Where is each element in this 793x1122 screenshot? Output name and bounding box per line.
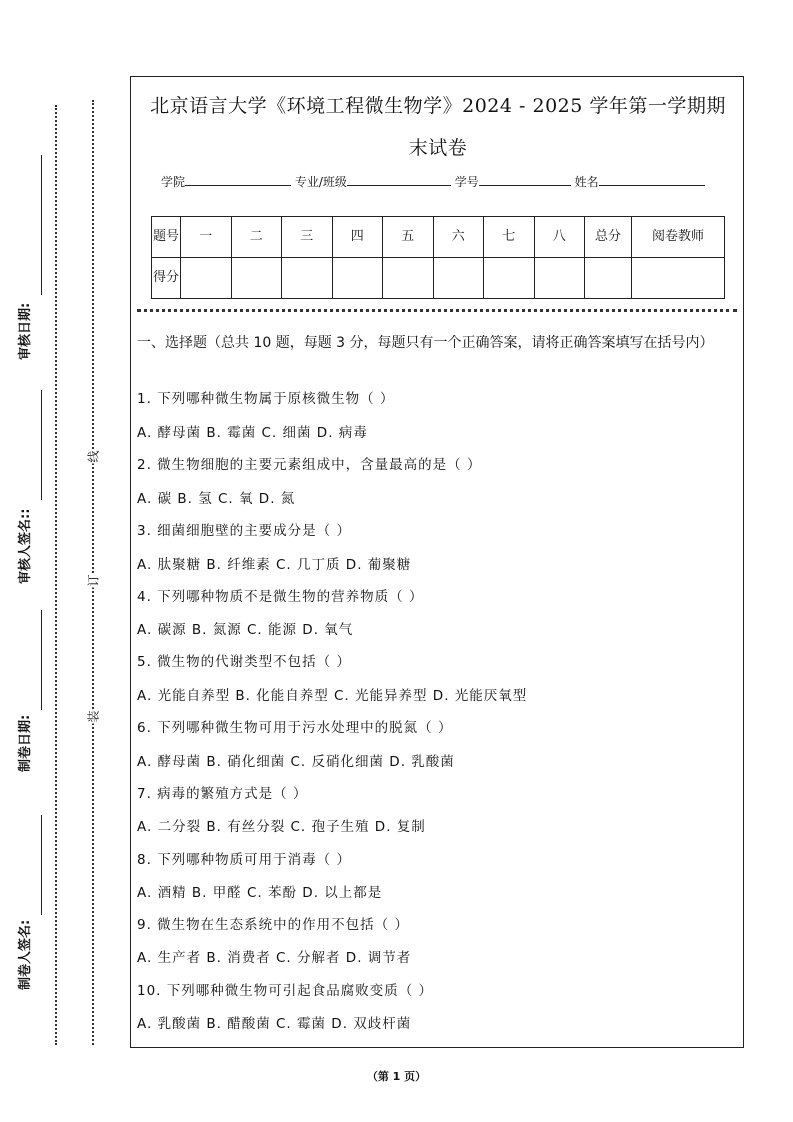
question-10: 10. 下列哪种微生物可引起食品腐败变质（ ）: [137, 983, 434, 999]
binding-mark-ding: 订: [86, 574, 101, 587]
section1-heading: 一、选择题（总共 10 题，每题 3 分，每题只有一个正确答案，请将正确答案填写在括号内）: [137, 335, 714, 351]
score-header-cell: 七: [484, 217, 535, 258]
question-8-options: A. 酒精 B. 甲醛 C. 苯酚 D. 以上都是: [137, 885, 383, 901]
score-header-cell: 六: [433, 217, 484, 258]
question-1-options: A. 酵母菌 B. 霉菌 C. 细菌 D. 病毒: [137, 425, 368, 441]
student-id-field[interactable]: [479, 173, 571, 186]
major-label: 专业/班级: [294, 175, 347, 189]
student-info-row: [161, 173, 705, 190]
score-header-cell: 一: [181, 217, 232, 258]
student-id-label: 学号: [454, 175, 479, 189]
page-number: （第 1 页）: [366, 1070, 427, 1083]
maker-sign-line: [41, 815, 42, 915]
name-label: 姓名: [574, 175, 599, 189]
score-cell[interactable]: [632, 258, 725, 299]
score-cell[interactable]: [181, 258, 232, 299]
maker-date-line: [41, 610, 42, 710]
name-field[interactable]: [599, 173, 705, 186]
college-field[interactable]: [185, 173, 291, 186]
score-table-score-row: [152, 258, 725, 299]
score-cell[interactable]: [231, 258, 282, 299]
question-9-options: A. 生产者 B. 消费者 C. 分解者 D. 调节者: [137, 950, 412, 966]
question-10-options: A. 乳酸菌 B. 醋酸菌 C. 霉菌 D. 双歧杆菌: [137, 1016, 412, 1032]
question-1: 1. 下列哪种微生物属于原核微生物（ ）: [137, 391, 395, 407]
question-5-options: A. 光能自养型 B. 化能自养型 C. 光能异养型 D. 光能厌氧型: [137, 688, 528, 704]
score-header-cell: 阅卷教师: [632, 217, 725, 258]
major-field[interactable]: [347, 173, 451, 186]
reviewer-date-label: 审核日期:: [18, 302, 33, 360]
score-header-cell: 四: [332, 217, 383, 258]
score-cell[interactable]: [585, 258, 632, 299]
question-7: 7. 病毒的繁殖方式是（ ）: [137, 786, 308, 802]
question-6-options: A. 酵母菌 B. 硝化细菌 C. 反硝化细菌 D. 乳酸菌: [137, 754, 455, 770]
score-header-cell: 三: [282, 217, 333, 258]
section-divider: [137, 309, 737, 312]
question-4: 4. 下列哪种物质不是微生物的营养物质（ ）: [137, 589, 424, 605]
exam-title-line1: 北京语言大学《环境工程微生物学》2024 - 2025 学年第一学期期: [150, 95, 726, 117]
question-9: 9. 微生物在生态系统中的作用不包括（ ）: [137, 917, 409, 933]
score-header-cell: 二: [231, 217, 282, 258]
binding-mark-line: 线: [86, 450, 101, 463]
score-header-cell: 八: [534, 217, 585, 258]
score-cell[interactable]: [484, 258, 535, 299]
college-label: 学院: [161, 175, 186, 189]
binding-dotted-line-outer: [55, 105, 57, 1045]
score-cell[interactable]: [534, 258, 585, 299]
exam-frame: [130, 76, 744, 1048]
question-3-options: A. 肽聚糖 B. 纤维素 C. 几丁质 D. 葡聚糖: [137, 557, 412, 573]
question-5: 5. 微生物的代谢类型不包括（ ）: [137, 654, 351, 670]
question-3: 3. 细菌细胞壁的主要成分是（ ）: [137, 523, 351, 539]
question-7-options: A. 二分裂 B. 有丝分裂 C. 孢子生殖 D. 复制: [137, 819, 426, 835]
reviewer-sign-label: 审核人签名::: [18, 508, 33, 584]
question-6: 6. 下列哪种微生物可用于污水处理中的脱氮（ ）: [137, 720, 453, 736]
reviewer-date-line: [41, 155, 42, 295]
exam-title-line2: 末试卷: [408, 137, 468, 159]
score-header-cell: 题号: [152, 217, 181, 258]
binding-margin: [0, 0, 130, 1122]
score-cell[interactable]: [433, 258, 484, 299]
question-4-options: A. 碳源 B. 氮源 C. 能源 D. 氧气: [137, 622, 354, 638]
score-cell[interactable]: [282, 258, 333, 299]
score-header-cell: 总分: [585, 217, 632, 258]
score-table: [151, 216, 725, 299]
maker-date-label: 制卷日期:: [18, 714, 33, 772]
maker-sign-label: 制卷人签名:: [18, 919, 33, 990]
question-2: 2. 微生物细胞的主要元素组成中，含量最高的是（ ）: [137, 457, 482, 473]
question-8: 8. 下列哪种物质可用于消毒（ ）: [137, 852, 351, 868]
score-table-header-row: [152, 217, 725, 258]
score-cell[interactable]: [383, 258, 434, 299]
score-header-cell: 五: [383, 217, 434, 258]
question-2-options: A. 碳 B. 氢 C. 氧 D. 氮: [137, 491, 296, 507]
score-cell[interactable]: [332, 258, 383, 299]
score-row-label: 得分: [152, 258, 181, 299]
reviewer-sign-line: [41, 390, 42, 500]
binding-dotted-line-inner: [92, 100, 94, 1045]
binding-mark-zhuang: 装: [86, 710, 101, 723]
